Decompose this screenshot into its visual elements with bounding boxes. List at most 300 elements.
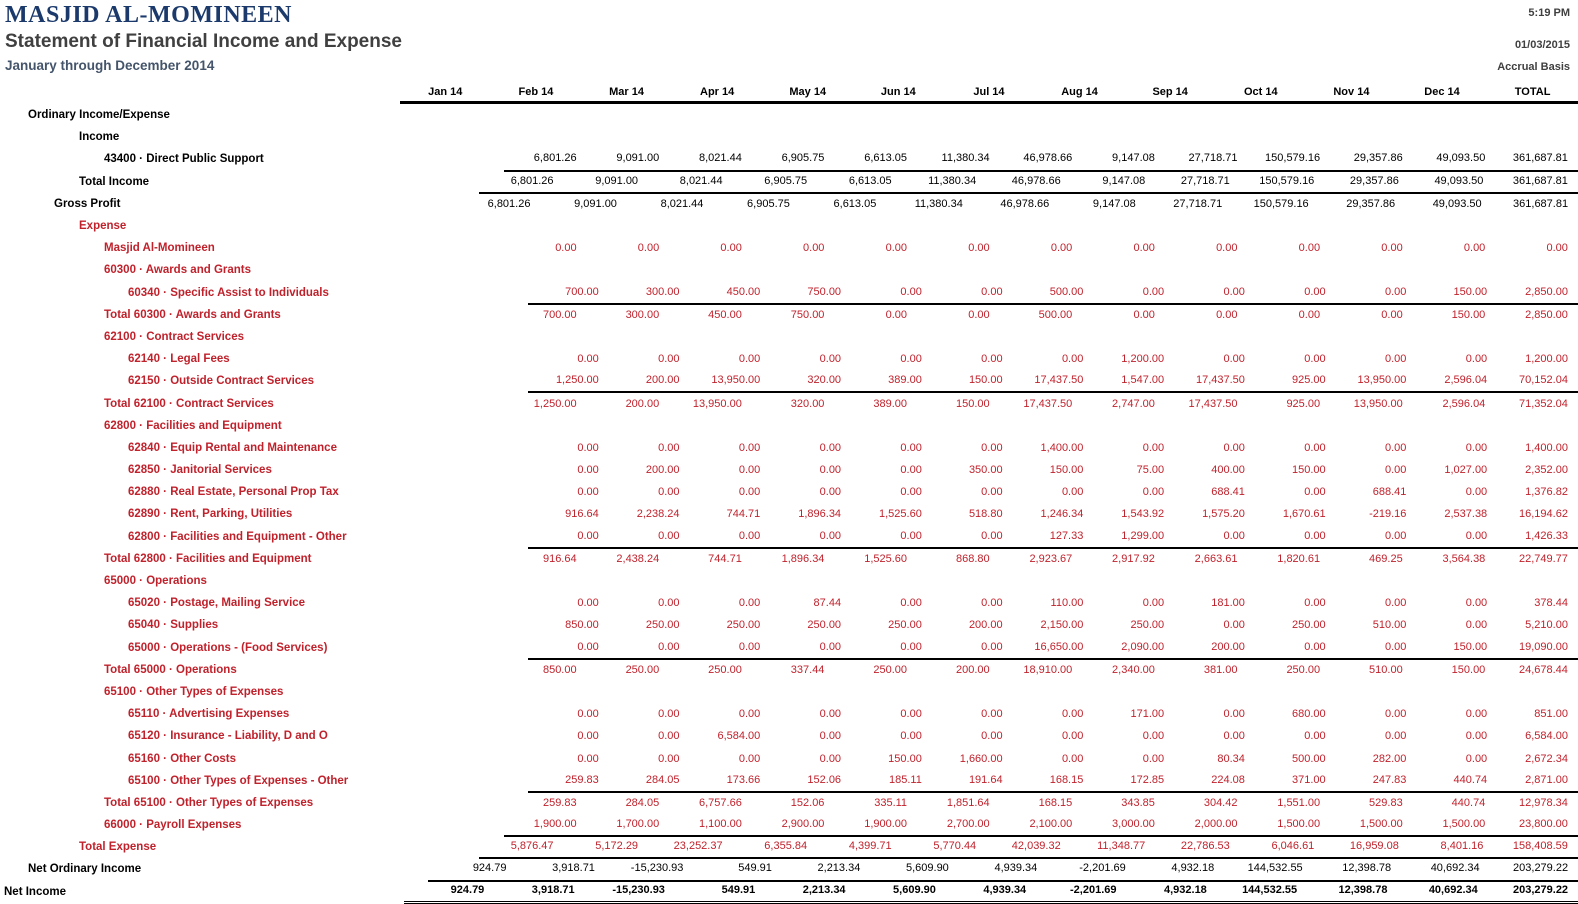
- value-cell: 46,978.66: [1023, 152, 1073, 165]
- row-label: 62140 · Legal Fees: [128, 353, 230, 366]
- table-row: [0, 392, 1578, 414]
- value-cell: 0.00: [900, 730, 922, 743]
- value-cell: -2,201.69: [1070, 884, 1117, 897]
- row-values: [528, 437, 1578, 459]
- value-cell: 1,700.00: [616, 818, 660, 831]
- row-values: [504, 326, 1578, 348]
- row-label: Total 60300 · Awards and Grants: [104, 308, 281, 321]
- value-cell: 0.00: [577, 529, 599, 542]
- value-cell: 5,609.90: [893, 884, 936, 897]
- value-cell: 2,438.24: [616, 552, 660, 565]
- value-cell: 0.00: [1385, 353, 1407, 366]
- table-row: [0, 681, 1578, 703]
- value-cell: 1,500.00: [1442, 818, 1486, 831]
- value-cell: 200.00: [625, 397, 660, 410]
- value-cell: 1,200.00: [1121, 353, 1165, 366]
- value-cell: 29,357.86: [1353, 152, 1403, 165]
- row-values: [404, 879, 1578, 904]
- value-cell: 4,399.71: [848, 840, 892, 853]
- value-cell: 850.00: [542, 663, 577, 676]
- value-cell: 1,551.00: [1277, 796, 1321, 809]
- row-label: 66000 · Payroll Expenses: [104, 819, 242, 832]
- value-cell: 378.44: [1534, 597, 1568, 610]
- value-cell: 13,950.00: [1357, 374, 1407, 387]
- value-cell: 13,950.00: [711, 374, 761, 387]
- value-cell: 0.00: [658, 441, 680, 454]
- value-cell: 0.00: [1463, 242, 1486, 255]
- value-cell: 0.00: [1142, 752, 1165, 765]
- company-name: MASJID AL-MOMINEEN: [5, 2, 293, 28]
- value-cell: 16,650.00: [1034, 640, 1084, 653]
- table-row: [0, 126, 1578, 148]
- value-cell: 6,905.75: [764, 174, 808, 187]
- row-values: [479, 215, 1578, 237]
- value-cell: 4,939.34: [994, 862, 1038, 875]
- table-row: [0, 171, 1578, 193]
- value-cell: 1,200.00: [1525, 353, 1568, 366]
- value-cell: 27,718.71: [1180, 174, 1230, 187]
- row-label: 62850 · Janitorial Services: [128, 464, 272, 477]
- value-cell: 0.00: [738, 441, 761, 454]
- value-cell: 2,850.00: [1525, 285, 1568, 298]
- value-cell: 0.00: [577, 464, 599, 477]
- value-cell: 750.00: [790, 308, 825, 321]
- value-cell: 0.00: [900, 640, 922, 653]
- table-row: [0, 437, 1578, 459]
- value-cell: 744.71: [708, 552, 742, 565]
- table-row: [0, 503, 1578, 525]
- value-cell: 2,900.00: [781, 818, 825, 831]
- row-label: 62880 · Real Estate, Personal Prop Tax: [128, 486, 339, 499]
- value-cell: 9,091.00: [616, 152, 660, 165]
- row-values: [528, 481, 1578, 503]
- value-cell: 11,380.34: [941, 152, 990, 165]
- value-cell: 0.00: [1304, 730, 1326, 743]
- value-cell: 389.00: [888, 374, 922, 387]
- value-cell: 0.00: [1465, 486, 1488, 499]
- value-cell: 3,000.00: [1112, 818, 1155, 831]
- column-headers: [400, 86, 1578, 104]
- row-values: [428, 857, 1578, 881]
- value-cell: 0.00: [1385, 464, 1407, 477]
- value-cell: 3,564.38: [1442, 552, 1486, 565]
- row-label: 62150 · Outside Contract Services: [128, 375, 314, 388]
- value-cell: 0.00: [658, 597, 680, 610]
- value-cell: 19,090.00: [1519, 640, 1568, 653]
- row-label: 62800 · Facilities and Equipment: [104, 419, 282, 432]
- value-cell: 0.00: [1465, 752, 1488, 765]
- value-cell: 0.00: [968, 242, 990, 255]
- row-values: [504, 304, 1578, 326]
- value-cell: 203,279.22: [1513, 862, 1569, 875]
- table-row: [0, 703, 1578, 725]
- value-cell: 0.00: [1133, 308, 1155, 321]
- table-row: [0, 637, 1578, 659]
- value-cell: 0.00: [1142, 597, 1165, 610]
- value-cell: 49,093.50: [1434, 174, 1484, 187]
- row-values: [504, 392, 1578, 414]
- value-cell: 0.00: [981, 529, 1003, 542]
- value-cell: 70,152.04: [1519, 374, 1568, 387]
- value-cell: 17,437.50: [1195, 374, 1245, 387]
- value-cell: 17,437.50: [1023, 397, 1073, 410]
- value-cell: 0.00: [658, 708, 680, 721]
- value-cell: 1,246.34: [1040, 508, 1084, 521]
- value-cell: 361,687.81: [1513, 197, 1569, 210]
- report-meta: [1497, 8, 1570, 73]
- value-cell: 304.42: [1203, 796, 1238, 809]
- value-cell: 6,613.05: [864, 152, 908, 165]
- value-cell: 0.00: [981, 597, 1003, 610]
- row-label: 65160 · Other Costs: [128, 752, 237, 765]
- table-row: [0, 348, 1578, 370]
- column-header: Aug 14: [1061, 86, 1098, 98]
- value-cell: 1,100.00: [699, 818, 742, 831]
- value-cell: 0.00: [1465, 708, 1488, 721]
- value-cell: 0.00: [738, 597, 761, 610]
- value-cell: 87.44: [813, 597, 842, 610]
- value-cell: 0.00: [658, 529, 680, 542]
- value-cell: 0.00: [1381, 242, 1403, 255]
- value-cell: 0.00: [819, 486, 842, 499]
- value-cell: 191.64: [968, 773, 1003, 786]
- value-cell: 0.00: [1385, 285, 1407, 298]
- value-cell: 2,663.61: [1194, 552, 1238, 565]
- value-cell: 27,718.71: [1173, 197, 1223, 210]
- value-cell: 0.00: [1465, 619, 1488, 632]
- row-values: [528, 636, 1578, 660]
- value-cell: 1,851.64: [946, 796, 990, 809]
- value-cell: 1,670.61: [1282, 508, 1326, 521]
- value-cell: 750.00: [807, 285, 842, 298]
- value-cell: 2,923.67: [1029, 552, 1073, 565]
- value-cell: 0.00: [1223, 619, 1245, 632]
- report-header: [0, 0, 1578, 80]
- value-cell: 0.00: [1385, 441, 1407, 454]
- value-cell: 185.11: [889, 773, 922, 786]
- value-cell: 0.00: [981, 353, 1003, 366]
- value-cell: 9,147.08: [1102, 174, 1146, 187]
- value-cell: 371.00: [1292, 773, 1326, 786]
- value-cell: 2,150.00: [1040, 619, 1084, 632]
- report-date-range: January through December 2014: [5, 58, 215, 73]
- value-cell: 0.00: [1465, 730, 1488, 743]
- column-header: Feb 14: [518, 86, 554, 98]
- value-cell: 0.00: [1223, 441, 1245, 454]
- value-cell: 2,213.34: [817, 862, 861, 875]
- value-cell: 0.00: [819, 730, 842, 743]
- value-cell: 11,380.34: [928, 174, 977, 187]
- value-cell: 1,400.00: [1040, 441, 1084, 454]
- value-cell: 46,978.66: [1000, 197, 1050, 210]
- value-cell: 0.00: [1465, 597, 1488, 610]
- value-cell: 0.00: [900, 353, 922, 366]
- value-cell: 6,801.26: [533, 152, 577, 165]
- value-cell: 9,147.08: [1112, 152, 1155, 165]
- value-cell: 250.00: [1292, 619, 1326, 632]
- value-cell: 868.80: [956, 552, 990, 565]
- value-cell: 150.00: [888, 752, 922, 765]
- row-values: [528, 348, 1578, 370]
- value-cell: 350.00: [968, 464, 1003, 477]
- value-cell: 9,147.08: [1092, 197, 1136, 210]
- value-cell: 0.00: [981, 285, 1003, 298]
- table-row: [0, 282, 1578, 304]
- value-cell: 0.00: [1133, 242, 1155, 255]
- value-cell: 6,613.05: [833, 197, 877, 210]
- value-cell: 700.00: [542, 308, 577, 321]
- value-cell: 688.41: [1372, 486, 1407, 499]
- value-cell: 5,770.44: [933, 840, 977, 853]
- value-cell: 0.00: [738, 486, 761, 499]
- value-cell: 6,584.00: [1525, 730, 1568, 743]
- value-cell: 0.00: [1223, 353, 1245, 366]
- value-cell: 1,250.00: [533, 397, 577, 410]
- value-cell: 6,355.84: [764, 840, 808, 853]
- value-cell: 8,021.44: [660, 197, 704, 210]
- value-cell: 0.00: [1304, 640, 1326, 653]
- row-values: [504, 659, 1578, 681]
- value-cell: 0.00: [1223, 730, 1245, 743]
- value-cell: 0.00: [577, 597, 599, 610]
- row-label: 65040 · Supplies: [128, 619, 219, 632]
- value-cell: 16,194.62: [1519, 508, 1568, 521]
- table-row: [0, 548, 1578, 570]
- value-cell: 0.00: [1061, 752, 1084, 765]
- value-cell: 2,340.00: [1112, 663, 1155, 676]
- table-row: [0, 858, 1578, 880]
- value-cell: 22,786.53: [1180, 840, 1230, 853]
- row-label: Net Ordinary Income: [28, 863, 142, 876]
- value-cell: 0.00: [1304, 353, 1326, 366]
- row-values: [504, 681, 1578, 703]
- value-cell: 0.00: [1298, 308, 1321, 321]
- value-cell: 5,172.29: [595, 840, 639, 853]
- value-cell: 0.00: [658, 640, 680, 653]
- value-cell: 1,660.00: [959, 752, 1003, 765]
- row-label: Income: [79, 131, 120, 144]
- value-cell: 0.00: [1465, 529, 1488, 542]
- value-cell: 450.00: [726, 285, 761, 298]
- column-header: Apr 14: [700, 86, 735, 98]
- value-cell: 1,299.00: [1121, 529, 1165, 542]
- value-cell: 2,213.34: [802, 884, 846, 897]
- value-cell: 0.00: [900, 285, 922, 298]
- value-cell: 12,978.34: [1518, 796, 1568, 809]
- value-cell: -2,201.69: [1079, 862, 1126, 875]
- column-header: Oct 14: [1243, 86, 1278, 98]
- value-cell: 0.00: [1142, 441, 1165, 454]
- column-header: Jun 14: [880, 86, 916, 98]
- value-cell: 2,596.04: [1442, 397, 1486, 410]
- value-cell: 0.00: [1298, 242, 1321, 255]
- row-values: [479, 126, 1578, 148]
- value-cell: 150,579.16: [1253, 197, 1309, 210]
- value-cell: 0.00: [738, 353, 761, 366]
- value-cell: 42,039.32: [1011, 840, 1061, 853]
- value-cell: 16,959.08: [1349, 840, 1399, 853]
- value-cell: 6,757.66: [699, 796, 742, 809]
- row-label: 62840 · Equip Rental and Maintenance: [128, 441, 337, 454]
- value-cell: 150.00: [968, 374, 1003, 387]
- value-cell: 500.00: [1038, 308, 1073, 321]
- value-cell: 0.00: [819, 353, 842, 366]
- row-values: [479, 835, 1578, 859]
- row-label: Total Income: [79, 175, 150, 188]
- value-cell: 851.00: [1534, 708, 1568, 721]
- value-cell: 6,613.05: [848, 174, 892, 187]
- value-cell: 40,692.34: [1428, 884, 1478, 897]
- value-cell: 0.00: [555, 242, 577, 255]
- value-cell: 0.00: [1061, 486, 1084, 499]
- value-cell: 0.00: [738, 464, 761, 477]
- table-row: [0, 481, 1578, 503]
- row-values: [504, 792, 1578, 814]
- value-cell: 173.66: [726, 773, 761, 786]
- table-row: [0, 259, 1578, 281]
- row-label: Net Income: [4, 885, 66, 898]
- value-cell: 0.00: [577, 730, 599, 743]
- value-cell: 13,950.00: [692, 397, 742, 410]
- value-cell: 8,401.16: [1440, 840, 1484, 853]
- report-body: [0, 104, 1578, 903]
- value-cell: 144,532.55: [1247, 862, 1303, 875]
- value-cell: 4,932.18: [1171, 862, 1215, 875]
- value-cell: 200.00: [645, 464, 680, 477]
- value-cell: 22,749.77: [1518, 552, 1568, 565]
- table-row: [0, 659, 1578, 681]
- value-cell: 0.00: [803, 242, 825, 255]
- value-cell: 1,400.00: [1525, 441, 1568, 454]
- value-cell: 250.00: [625, 663, 660, 676]
- value-cell: 29,357.86: [1346, 197, 1396, 210]
- value-cell: 0.00: [1216, 242, 1238, 255]
- value-cell: 6,905.75: [747, 197, 790, 210]
- row-values: [504, 237, 1578, 259]
- value-cell: 0.00: [577, 640, 599, 653]
- value-cell: 0.00: [885, 242, 908, 255]
- value-cell: 224.08: [1211, 773, 1245, 786]
- value-cell: 0.00: [1385, 529, 1407, 542]
- value-cell: 0.00: [1304, 486, 1326, 499]
- row-label: Expense: [79, 220, 127, 233]
- value-cell: 0.00: [1381, 308, 1403, 321]
- value-cell: 361,687.81: [1512, 174, 1568, 187]
- value-cell: 300.00: [625, 308, 660, 321]
- value-cell: 158,408.59: [1512, 840, 1568, 853]
- value-cell: 0.00: [738, 708, 761, 721]
- value-cell: 0.00: [1465, 441, 1488, 454]
- print-date: 01/03/2015: [1514, 39, 1570, 51]
- table-row: [0, 237, 1578, 259]
- value-cell: 500.00: [1292, 752, 1326, 765]
- row-values: [528, 369, 1578, 393]
- value-cell: 46,978.66: [1011, 174, 1061, 187]
- row-values: [479, 170, 1578, 194]
- value-cell: 150.00: [956, 397, 990, 410]
- value-cell: 389.00: [873, 397, 908, 410]
- value-cell: 150.00: [1451, 663, 1486, 676]
- value-cell: 916.64: [565, 508, 599, 521]
- column-header: Nov 14: [1333, 86, 1370, 98]
- value-cell: 2,747.00: [1112, 397, 1155, 410]
- table-row: [0, 415, 1578, 437]
- row-values: [504, 548, 1578, 570]
- table-row: [0, 459, 1578, 481]
- value-cell: 259.83: [565, 773, 599, 786]
- row-values: [528, 459, 1578, 481]
- table-row: [0, 104, 1578, 126]
- value-cell: 29,357.86: [1349, 174, 1399, 187]
- value-cell: 0.00: [1385, 597, 1407, 610]
- value-cell: 343.85: [1121, 796, 1155, 809]
- value-cell: 259.83: [542, 796, 577, 809]
- table-row: [0, 326, 1578, 348]
- value-cell: 0.00: [981, 441, 1003, 454]
- value-cell: 0.00: [900, 708, 922, 721]
- column-header: May 14: [789, 86, 827, 98]
- value-cell: 17,437.50: [1034, 374, 1084, 387]
- row-values: [528, 747, 1578, 769]
- value-cell: 0.00: [900, 486, 922, 499]
- value-cell: 150,579.16: [1259, 174, 1315, 187]
- value-cell: 0.00: [900, 441, 922, 454]
- value-cell: 0.00: [1142, 730, 1165, 743]
- value-cell: 1,543.92: [1121, 508, 1165, 521]
- value-cell: 0.00: [577, 441, 599, 454]
- table-row: [0, 747, 1578, 769]
- row-label: 65110 · Advertising Expenses: [128, 708, 290, 721]
- value-cell: 1,575.20: [1202, 508, 1245, 521]
- column-header: Sep 14: [1152, 86, 1188, 98]
- value-cell: 6,584.00: [717, 730, 761, 743]
- value-cell: 5,210.00: [1525, 619, 1568, 632]
- value-cell: 925.00: [1286, 397, 1321, 410]
- table-row: [0, 370, 1578, 392]
- value-cell: 5,876.47: [510, 840, 554, 853]
- print-time: 5:19 PM: [1528, 7, 1570, 19]
- row-values: [504, 570, 1578, 592]
- value-cell: 1,820.61: [1277, 552, 1321, 565]
- value-cell: 3,918.71: [552, 862, 595, 875]
- table-row: [0, 570, 1578, 592]
- value-cell: 9,091.00: [595, 174, 639, 187]
- value-cell: 850.00: [565, 619, 599, 632]
- value-cell: 320.00: [807, 374, 842, 387]
- table-row: [0, 770, 1578, 792]
- row-values: [528, 503, 1578, 525]
- value-cell: 381.00: [1203, 663, 1238, 676]
- value-cell: 250.00: [873, 663, 908, 676]
- value-cell: 0.00: [1304, 529, 1326, 542]
- value-cell: 27,718.71: [1188, 152, 1238, 165]
- value-cell: 168.15: [1038, 796, 1073, 809]
- row-values: [528, 769, 1578, 793]
- value-cell: 0.00: [1061, 708, 1084, 721]
- value-cell: 2,000.00: [1194, 818, 1238, 831]
- value-cell: 680.00: [1292, 708, 1326, 721]
- column-header: Jan 14: [428, 86, 463, 98]
- value-cell: 152.06: [790, 796, 825, 809]
- value-cell: 0.00: [658, 752, 680, 765]
- row-label: Total 62100 · Contract Services: [104, 397, 274, 410]
- value-cell: 0.00: [1465, 353, 1488, 366]
- value-cell: 0.00: [738, 529, 761, 542]
- value-cell: 200.00: [645, 374, 680, 387]
- value-cell: 150.00: [1049, 464, 1084, 477]
- column-header: TOTAL: [1514, 86, 1551, 98]
- table-row: [0, 526, 1578, 548]
